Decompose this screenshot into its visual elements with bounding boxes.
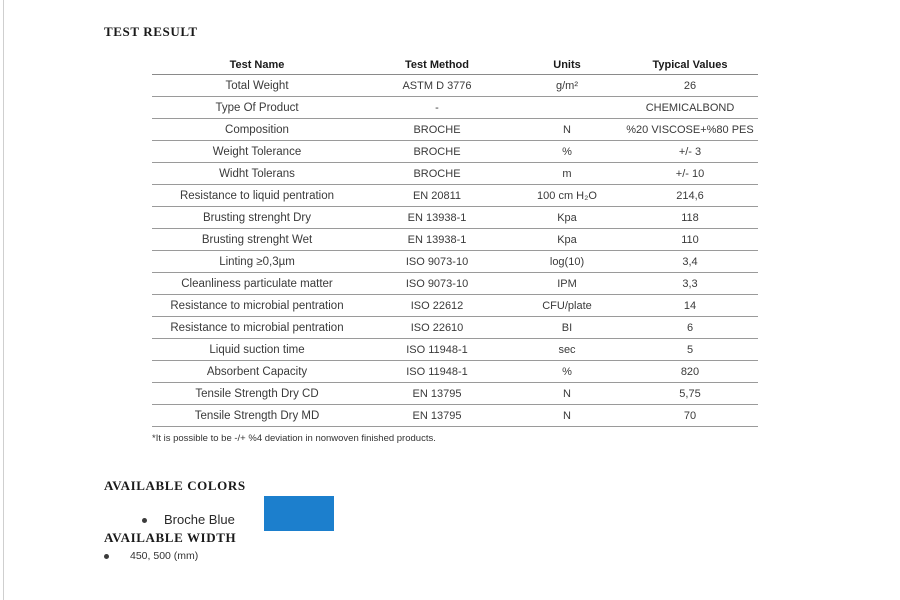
color-name: Broche Blue bbox=[164, 512, 235, 527]
test-method-cell: ASTM D 3776 bbox=[362, 75, 512, 97]
test-method-cell: ISO 9073-10 bbox=[362, 251, 512, 273]
test-method-cell: BROCHE bbox=[362, 141, 512, 163]
test-method-cell: ISO 9073-10 bbox=[362, 273, 512, 295]
test-name-cell: Cleanliness particulate matter bbox=[152, 273, 362, 295]
units-cell: sec bbox=[512, 339, 622, 361]
units-cell: IPM bbox=[512, 273, 622, 295]
test-name-cell: Resistance to microbial pentration bbox=[152, 295, 362, 317]
typical-value-cell: 820 bbox=[622, 361, 758, 383]
table-row bbox=[152, 185, 758, 207]
units-cell: N bbox=[512, 119, 622, 141]
typical-value-cell: 3,3 bbox=[622, 273, 758, 295]
table-row bbox=[152, 229, 758, 251]
test-method-cell: EN 20811 bbox=[362, 185, 512, 207]
test-method-cell: BROCHE bbox=[362, 119, 512, 141]
test-name-cell: Tensile Strength Dry CD bbox=[152, 383, 362, 405]
typical-value-cell: 5 bbox=[622, 339, 758, 361]
test-result-table bbox=[152, 56, 758, 427]
available-width-heading: AVAILABLE WIDTH bbox=[104, 530, 237, 545]
color-swatch bbox=[264, 496, 334, 531]
test-name-cell: Weight Tolerance bbox=[152, 141, 362, 163]
table-row bbox=[152, 251, 758, 273]
available-colors-heading: AVAILABLE COLORS bbox=[104, 478, 246, 493]
units-cell: % bbox=[512, 361, 622, 383]
units-cell bbox=[512, 97, 622, 119]
column-header-units: Units bbox=[512, 56, 622, 75]
table-row bbox=[152, 317, 758, 339]
table-row bbox=[152, 295, 758, 317]
test-method-cell: ISO 11948-1 bbox=[362, 339, 512, 361]
deviation-footnote: *It is possible to be -/+ %4 deviation in nonwoven finished products. bbox=[152, 433, 436, 444]
test-method-cell: EN 13795 bbox=[362, 405, 512, 427]
test-name-cell: Resistance to microbial pentration bbox=[152, 317, 362, 339]
units-cell: % bbox=[512, 141, 622, 163]
page-edge-divider bbox=[3, 0, 4, 600]
units-cell: N bbox=[512, 383, 622, 405]
table-row bbox=[152, 405, 758, 427]
column-header-test-name: Test Name bbox=[152, 56, 362, 75]
table-row bbox=[152, 75, 758, 97]
typical-value-cell: 70 bbox=[622, 405, 758, 427]
test-name-cell: Brusting strenght Dry bbox=[152, 207, 362, 229]
test-name-cell: Tensile Strength Dry MD bbox=[152, 405, 362, 427]
table-row bbox=[152, 119, 758, 141]
units-cell: Kpa bbox=[512, 229, 622, 251]
typical-value-cell: 214,6 bbox=[622, 185, 758, 207]
test-name-cell: Liquid suction time bbox=[152, 339, 362, 361]
test-method-cell: ISO 11948-1 bbox=[362, 361, 512, 383]
test-name-cell: Absorbent Capacity bbox=[152, 361, 362, 383]
test-name-cell: Resistance to liquid pentration bbox=[152, 185, 362, 207]
test-method-cell: - bbox=[362, 97, 512, 119]
typical-value-cell: 3,4 bbox=[622, 251, 758, 273]
units-cell: g/m² bbox=[512, 75, 622, 97]
bullet-icon bbox=[142, 518, 147, 523]
typical-value-cell: 110 bbox=[622, 229, 758, 251]
bullet-icon bbox=[104, 554, 109, 559]
units-cell: 100 cm H₂O bbox=[512, 185, 622, 207]
test-result-heading: TEST RESULT bbox=[104, 24, 198, 39]
table-row bbox=[152, 383, 758, 405]
typical-value-cell: +/- 10 bbox=[622, 163, 758, 185]
typical-value-cell: 26 bbox=[622, 75, 758, 97]
column-header-test-method: Test Method bbox=[362, 56, 512, 75]
test-method-cell: ISO 22612 bbox=[362, 295, 512, 317]
typical-value-cell: +/- 3 bbox=[622, 141, 758, 163]
test-name-cell: Type Of Product bbox=[152, 97, 362, 119]
typical-value-cell: CHEMICALBOND bbox=[622, 97, 758, 119]
units-cell: log(10) bbox=[512, 251, 622, 273]
typical-value-cell: 118 bbox=[622, 207, 758, 229]
test-method-cell: EN 13938-1 bbox=[362, 229, 512, 251]
table-row bbox=[152, 207, 758, 229]
table-row bbox=[152, 163, 758, 185]
table-body bbox=[152, 75, 758, 427]
test-name-cell: Widht Tolerans bbox=[152, 163, 362, 185]
units-cell: Kpa bbox=[512, 207, 622, 229]
test-name-cell: Brusting strenght Wet bbox=[152, 229, 362, 251]
table-row bbox=[152, 361, 758, 383]
test-method-cell: BROCHE bbox=[362, 163, 512, 185]
table-row bbox=[152, 339, 758, 361]
units-cell: CFU/plate bbox=[512, 295, 622, 317]
test-name-cell: Linting ≥0,3µm bbox=[152, 251, 362, 273]
table-row bbox=[152, 273, 758, 295]
test-method-cell: EN 13938-1 bbox=[362, 207, 512, 229]
table-row bbox=[152, 97, 758, 119]
typical-value-cell: 6 bbox=[622, 317, 758, 339]
table-row bbox=[152, 141, 758, 163]
test-name-cell: Total Weight bbox=[152, 75, 362, 97]
units-cell: BI bbox=[512, 317, 622, 339]
typical-value-cell: 5,75 bbox=[622, 383, 758, 405]
test-method-cell: EN 13795 bbox=[362, 383, 512, 405]
units-cell: N bbox=[512, 405, 622, 427]
units-cell: m bbox=[512, 163, 622, 185]
column-header-typical-values: Typical Values bbox=[622, 56, 758, 75]
width-value: 450, 500 (mm) bbox=[130, 550, 199, 562]
typical-value-cell: 14 bbox=[622, 295, 758, 317]
test-method-cell: ISO 22610 bbox=[362, 317, 512, 339]
table-header-row bbox=[152, 56, 758, 75]
typical-value-cell: %20 VISCOSE+%80 PES bbox=[622, 119, 758, 141]
test-name-cell: Composition bbox=[152, 119, 362, 141]
